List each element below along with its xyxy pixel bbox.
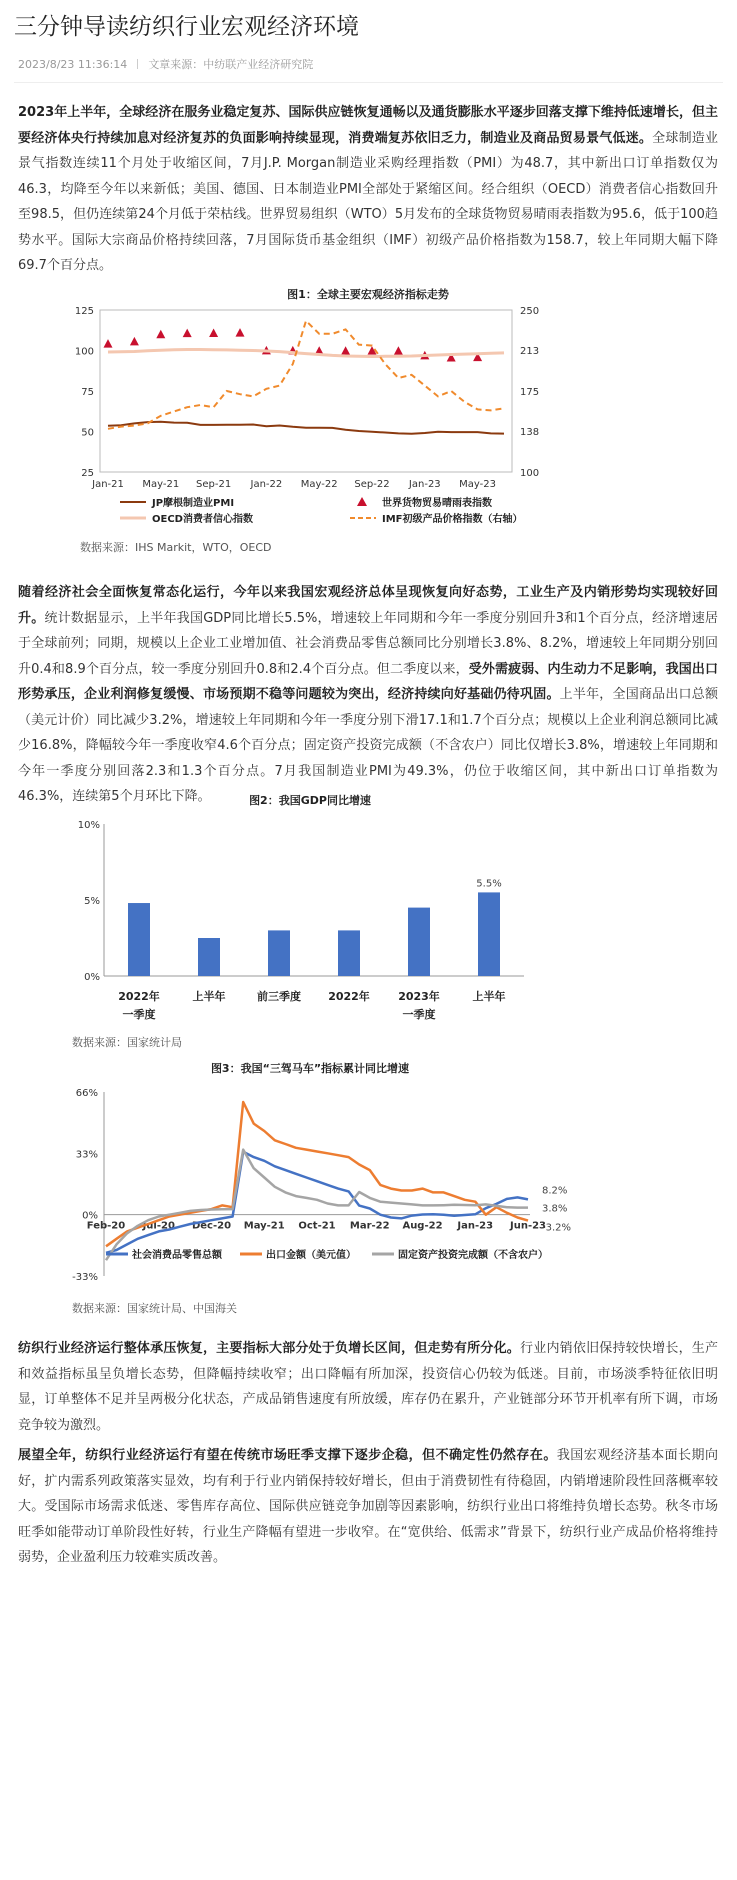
y-tick-label-left: 50 [81,427,94,439]
y-tick-label-right: 175 [520,387,540,398]
chart-title: 图2：我国GDP同比增速 [249,794,371,807]
x-tick-label: May-21 [142,479,180,490]
figure-2-source: 数据来源：国家统计局 [72,1036,182,1049]
paragraph-body: 我国宏观经济基本面长期向好，扩内需系列政策落实显效，均有利于行业内销保持较好增长，但由于消费韧性有待稳固，内销增速阶段性回落概率较大。受国际市场需求低迷、零售库存高位、国际供应链竞争加剧等因素影响，纺织行业出口将维持负增长态势。秋冬市场旺季如能带动订单阶段性好转，行业生产降幅有望进一步收窄。在“宽供给、低需求”背景下，纺织行业产成品价格将维持弱势，企业盈利压力较难实质改善。 [18,1448,718,1565]
wto-barometer-point [394,346,403,355]
figure-2 [0,790,737,1030]
paragraph-lead: 纺织行业经济运行整体承压恢复，主要指标大部分处于负增长区间，但走势有所分化。 [18,1341,521,1356]
x-tick-label: Dec-20 [191,1220,232,1232]
x-tick-label: May-23 [459,479,497,490]
wto-barometer-point [156,330,165,339]
y-tick-label-right: 100 [520,468,540,479]
paragraph-lead: 展望全年，纺织行业经济运行有望在传统市场旺季支撑下逐步企稳，但不确定性仍然存在。 [18,1448,557,1463]
legend-label: OECD消费者信心指数 [152,514,253,525]
y-tick-label-right: 138 [520,426,540,438]
x-tick-label: Oct-21 [298,1220,336,1232]
category-label: 2022年 [118,990,160,1003]
series-line [108,350,504,357]
legend-label: 固定资产投资完成额（不含农户） [398,1250,548,1261]
title-divider [14,82,723,83]
legend-label: 出口金额（美元值） [266,1250,356,1261]
wto-barometer-point [341,346,350,355]
paragraph-1 [18,100,718,279]
gdp-bar [408,908,430,976]
gdp-growth-chart [0,790,737,1030]
gdp-bar [478,892,500,976]
category-label: 上半年 [472,990,506,1003]
paragraph-body: 全球制造业景气指数连续11个月处于收缩区间，7月J.P. Morgan制造业采购经理指数（PMI）为48.7，其中新出口订单指数仅为46.3，均降至今年以来新低；美国、德国、日本制造业PMI全部处于紧缩区间。经合组织（OECD）消费者信心指数回升至98.5，但仍连续第24个月低于荣枯线。世界贸易组织（WTO）5月发布的全球货物贸易晴雨表指数为95.6，低于100趋势水平。国际大宗商品价格持续回落，7月国际货币基金组织（IMF）初级产品价格指数为158.7，较上年同期大幅下降69.7个百分点。 [18,130,718,273]
y-tick-label-left: 100 [74,346,94,358]
paragraph-body: 统计数据显示，上半年我国GDP同比增长5.5%，增速较上年同期和今年一季度分别回升3和1个百分点，经济增速居于全球前列；同期，规模以上企业工业增加值、社会消费品零售总额同比分别增长3.8%、8.2%，增速较上年同期分别回升0.4和8.9个百分点，较一季度分别回升0.8和2.4个百分点。但二季度以来， [18,610,718,677]
category-label: 2022年 [328,990,370,1003]
article-title: 三分钟导读纺织行业宏观经济环境 [14,14,359,40]
series-line [108,422,504,434]
paragraph-body-continued: 上半年，全国商品出口总额（美元计价）同比减少3.2%，增速较上年同期和今年一季度分别下滑17.1和1.7个百分点；规模以上企业利润总额同比减少16.8%，降幅较今年一季度收窄4.6个百分点；固定资产投资完成额（不含农户）同比仅增长3.8%，增速较上年同期和今年一季度分别回落2.3和1.3个百分点。7月我国制造业PMI为49.3%，仍位于收缩区间，其中新出口订单指数为46.3%，连续第5个月环比下降。 [18,687,718,804]
series-line [108,321,504,429]
y-tick-label-left: 125 [74,306,94,317]
y-tick-label-left: 75 [81,387,94,398]
global-macro-chart [0,282,737,540]
x-tick-label: Sep-22 [354,479,390,490]
x-tick-label: Mar-22 [349,1220,390,1232]
series-line [106,1152,528,1253]
figure-1-source: 数据来源：IHS Markit，WTO，OECD [80,541,272,554]
paragraph-body: 行业内销依旧保持较快增长，生产和效益指标虽呈负增长态势，但降幅持续收窄；出口降幅有所加深，投资信心仍较为低迷。目前，市场淡季特征依旧明显，订单整体不足并呈两极分化状态，产成品销售速度有所放缓，库存仍在累升，产业链部分环节开机率有所下调，市场竞争较为激烈。 [18,1341,718,1433]
x-tick-label: Jan-23 [457,1220,494,1232]
category-label: 一季度 [402,1008,436,1021]
y-tick-label-right: 250 [520,306,540,317]
chart-title: 图1：全球主要宏观经济指标走势 [287,288,449,301]
x-tick-label: Jan-21 [92,479,124,490]
paragraph-lead: 随着经济社会全面恢复常态化运行，今年以来我国宏观经济总体呈现恢复向好态势，工业生产及内销形势均实现较好回升。 [18,585,718,626]
category-label: 一季度 [122,1008,156,1021]
category-label: 2023年 [398,990,440,1003]
y-tick-label: -33% [72,1272,98,1283]
gdp-bar [198,938,220,976]
legend-label: JP摩根制造业PMI [152,498,235,509]
figure-1 [0,282,737,542]
gdp-bar [268,930,290,976]
figure-3-source: 数据来源：国家统计局、中国海关 [72,1302,237,1315]
x-tick-label: Feb-20 [86,1220,126,1232]
x-tick-label: May-21 [243,1220,285,1232]
y-tick-label: 10% [77,820,100,831]
paragraph-2 [18,580,718,810]
category-label: 前三季度 [257,990,301,1003]
x-tick-label: May-22 [300,479,338,490]
end-value-label: 8.2% [542,1185,568,1197]
series-line [106,1150,528,1261]
gdp-bar [128,903,150,976]
end-value-label: -3.2% [542,1222,572,1234]
y-tick-label: 5% [84,896,100,907]
article-source: 文章来源：中纺联产业经济研究院 [148,58,314,71]
paragraph-lead: 2023年上半年，全球经济在服务业稳定复苏、国际供应链恢复通畅以及通货膨胀水平逐步回落支撑下维持低速增长，但主要经济体央行持续加息对经济复苏的负面影响持续显现，消费端复苏依旧乏力，制造业及商品贸易景气低迷。 [18,105,718,146]
wto-barometer-point [104,339,113,348]
legend-label: 世界货物贸易晴雨表指数 [382,498,492,509]
x-tick-label: Jan-23 [408,479,441,490]
y-tick-label: 0% [84,972,100,983]
wto-barometer-point [209,328,218,337]
paragraph-4 [18,1443,718,1571]
figure-3 [0,1058,737,1298]
x-tick-label: Jan-22 [250,479,283,490]
publish-datetime: 2023/8/23 11:36:14 [18,58,128,71]
y-tick-label-right: 213 [520,345,540,357]
wto-barometer-point [236,328,245,337]
end-value-label: 3.8% [542,1203,568,1215]
chart-title: 图3：我国“三驾马车”指标累计同比增速 [210,1062,410,1075]
legend-label: 社会消费品零售总额 [132,1250,222,1261]
y-tick-label: 33% [75,1149,98,1161]
paragraph-3 [18,1336,718,1438]
legend-swatch [357,497,367,506]
category-label: 上半年 [192,990,226,1003]
x-tick-label: Jul-20 [142,1220,175,1232]
y-tick-label: 66% [75,1088,98,1099]
three-engines-chart [0,1058,737,1298]
article-meta [18,56,313,72]
legend-label: IMF初级产品价格指数（右轴） [382,514,523,525]
x-tick-label: Aug-22 [402,1220,443,1232]
wto-barometer-point [130,337,139,346]
bar-value-label: 5.5% [476,878,502,890]
y-tick-label-left: 25 [81,468,94,479]
meta-divider [137,59,138,69]
y-tick-label: 0% [82,1210,98,1222]
wto-barometer-point [183,329,192,338]
paragraph-emphasis: 受外需疲弱、内生动力不足影响，我国出口形势承压，企业利润修复缓慢、市场预期不稳等问题较为突出，经济持续向好基础仍待巩固。 [18,661,718,702]
gdp-bar [338,930,360,976]
x-tick-label: Sep-21 [196,479,232,490]
x-tick-label: Jun-23 [509,1220,547,1232]
